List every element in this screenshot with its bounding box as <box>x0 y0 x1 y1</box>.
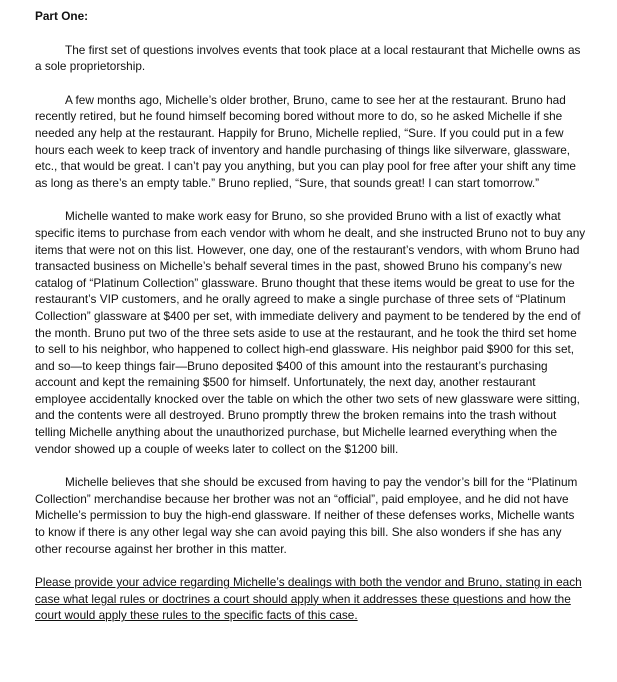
paragraph-michelle-defenses: Michelle believes that she should be excused from having to pay the vendor’s bill for the “Platinum Collection” merchandise because her brother was not an “official”, paid employee, and he did not have Michelle’s permission to buy the high-end glassware. If neither of these defenses works, Michelle wants to know if there is any other legal way she can avoid paying this bill. She also wonders if she has any other recourse against her brother in this matter. <box>35 475 578 556</box>
paragraph-glassware-purchase: Michelle wanted to make work easy for Bruno, so she provided Bruno with a list of exactly what specific items to purchase from each vendor with whom he dealt, and she instructed Bruno not to buy any items that were not on this list. However, one day, one of the restaurant’s vendors, with whom Bruno had transacted business on Michelle’s behalf several times in the past, showed Bruno his company’s new catalog of “Platinum Collection” glassware. Bruno thought that these items would be great to use for the restaurant’s VIP customers, and he orally agreed to make a single purchase of three sets of “Platinum Collection” glassware at $400 per set, with immediate delivery and payment to be tendered by the end of the month. Bruno put two of the three sets aside to use at the restaurant, and he took the third set home to sell to his neighbor, who happened to collect high-end glassware. His neighbor paid $900 for this set, and so—to keep things fair—Bruno deposited $400 of this amount into the restaurant’s purchasing account and kept the remaining $500 for himself. Unfortunately, the next day, another restaurant employee accidentally knocked over the table on which the other two sets of new glassware were sitting, and the contents were all destroyed. Bruno promptly threw the broken remains into the trash without telling Michelle anything about the unauthorized purchase, but Michelle learned everything when the vendor showed up a couple of weeks later to collect on the $1200 bill. <box>35 209 586 456</box>
paragraph-intro: The first set of questions involves events that took place at a local restaurant that Michelle owns as a sole proprietorship. <box>35 42 581 74</box>
section-heading: Part One: <box>35 9 89 23</box>
instruction-text: Please provide your advice regarding Michelle’s dealings with both the vendor and Bruno, stating in each case what legal rules or doctrines a court should apply when it addresses these questions and how the court would apply these rules to the specific facts of this case. <box>35 575 582 623</box>
paragraph-bruno-help: A few months ago, Michelle’s older brother, Bruno, came to see her at the restaurant. Bruno had recently retired, but he found himself becoming bored without more to do, so he asked Michelle if she needed any help at the restaurant. Happily for Bruno, Michelle replied, “Sure. If you could put in a few hours each week to keep track of inventory and handle purchasing of things like silverware, glassware, etc., that would be great. I can’t pay you anything, but you can play pool for free after your shift any time as long as there’s an empty table.” Bruno replied, “Sure, that sounds great! I can start tomorrow.” <box>35 92 576 190</box>
